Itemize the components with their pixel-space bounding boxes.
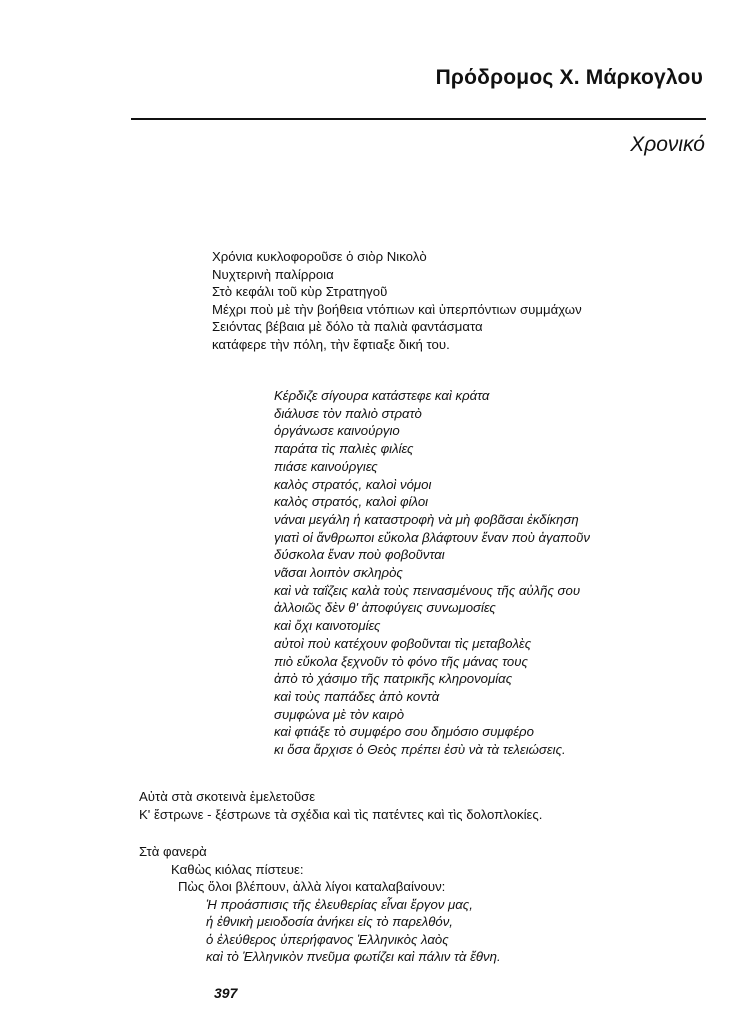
verse-line: καλὸς στρατός, καλοὶ νόμοι <box>274 476 432 492</box>
verse-line: Χρόνια κυκλοφοροῦσε ὁ σιὸρ Νικολὸ <box>212 249 427 264</box>
verse-line: Νυχτερινὴ παλίρροια <box>212 266 334 282</box>
verse-line: καὶ φτιάξε τὸ συμφέρο σου δημόσιο συμφέρο <box>274 724 534 740</box>
verse-line: γιατὶ οἱ ἄνθρωποι εὔκολα βλάφτουν ἕναν ποὺ ἀγαποῦν <box>274 529 590 545</box>
verse-line: παράτα τὶς παλιὲς φιλίες <box>274 441 414 457</box>
verse-line: διάλυσε τὸν παλιὸ στρατὸ <box>274 405 422 421</box>
verse-line: καὶ τὸ Ἑλληνικὸν πνεῦμα φωτίζει καὶ πάλιν τὰ ἔθνη. <box>206 949 501 964</box>
verse-line: κατάφερε τὴν πόλη, τὴν ἔφτιαξε δική του. <box>212 336 450 352</box>
poem-title: Χρονικό <box>630 133 705 156</box>
verse-line: κι ὅσα ἄρχισε ὁ Θεὸς πρέπει ἐσὺ νὰ τὰ τελειώσεις. <box>274 742 566 758</box>
verse-line: καὶ ὄχι καινοτομίες <box>274 618 381 634</box>
stanza-4 <box>139 843 501 966</box>
verse-line: καλὸς στρατός, καλοὶ φίλοι <box>274 494 429 510</box>
verse-line: ὁ ἐλεύθερος ὑπερήφανος Ἑλληνικὸς λαὸς <box>206 931 449 947</box>
author-name: Πρόδρομος Χ. Μάρκογλου <box>435 66 703 89</box>
stanza-3 <box>139 788 542 824</box>
verse-line: πιὸ εὔκολα ξεχνοῦν τὸ φόνο τῆς μάνας τους <box>274 653 528 669</box>
verse-line: ἀλλοιῶς δὲν θ' ἀποφύγεις συνωμοσίες <box>274 600 496 616</box>
verse-line: Ἡ προάσπισις τῆς ἐλευθερίας εἶναι ἔργον μας, <box>206 896 473 912</box>
verse-line: ἡ ἐθνικὴ μειοδοσία ἀνήκει εἰς τὸ παρελθόν, <box>206 914 453 929</box>
verse-line: αὐτοὶ ποὺ κατέχουν φοβοῦνται τὶς μεταβολὲς <box>274 635 532 651</box>
verse-line: Πὼς ὅλοι βλέπουν, ἀλλὰ λίγοι καταλαβαίνουν: <box>178 879 446 894</box>
verse-line: Στὰ φανερὰ <box>139 844 207 859</box>
header-rule <box>131 118 706 120</box>
stanza-1 <box>212 248 582 354</box>
verse-line: καὶ τοὺς παπάδες ἀπὸ κοντὰ <box>274 688 440 704</box>
verse-line: πιάσε καινούργιες <box>274 458 378 474</box>
verse-line: ἀπὸ τὸ χάσιμο τῆς πατρικῆς κληρονομίας <box>274 671 513 687</box>
verse-line: δύσκολα ἕναν ποὺ φοβοῦνται <box>274 547 445 563</box>
verse-line: νᾶσαι λοιπὸν σκληρὸς <box>274 565 403 581</box>
verse-line: Αὐτὰ στὰ σκοτεινὰ ἐμελετοῦσε <box>139 789 316 804</box>
verse-line: Στὸ κεφάλι τοῦ κὺρ Στρατηγοῦ <box>212 284 388 300</box>
verse-line: Καθὼς κιόλας πίστευε: <box>171 861 304 877</box>
stanza-2 <box>274 387 590 759</box>
page-number: 397 <box>214 985 238 1001</box>
verse-line: Κ' ἔστρωνε - ξέστρωνε τὰ σχέδια καὶ τὶς πατέντες καὶ τὶς δολοπλοκίες. <box>139 807 543 822</box>
verse-line: καὶ νὰ ταΐζεις καλὰ τοὺς πεινασμένους τῆς αὐλῆς σου <box>274 582 581 598</box>
verse-line: νάναι μεγάλη ἡ καταστροφὴ νὰ μὴ φοβᾶσαι ἐκδίκηση <box>274 511 579 527</box>
verse-line: Μέχρι ποὺ μὲ τὴν βοήθεια ντόπιων καὶ ὑπερπόντιων συμμάχων <box>212 301 582 317</box>
verse-line: ὀργάνωσε καινούργιο <box>274 423 400 439</box>
verse-line: Κέρδιζε σίγουρα κατάστεφε καὶ κράτα <box>274 388 490 403</box>
verse-line: συμφώνα μὲ τὸν καιρὸ <box>274 706 405 722</box>
verse-line: Σειόντας βέβαια μὲ δόλο τὰ παλιὰ φαντάσματα <box>212 319 483 335</box>
